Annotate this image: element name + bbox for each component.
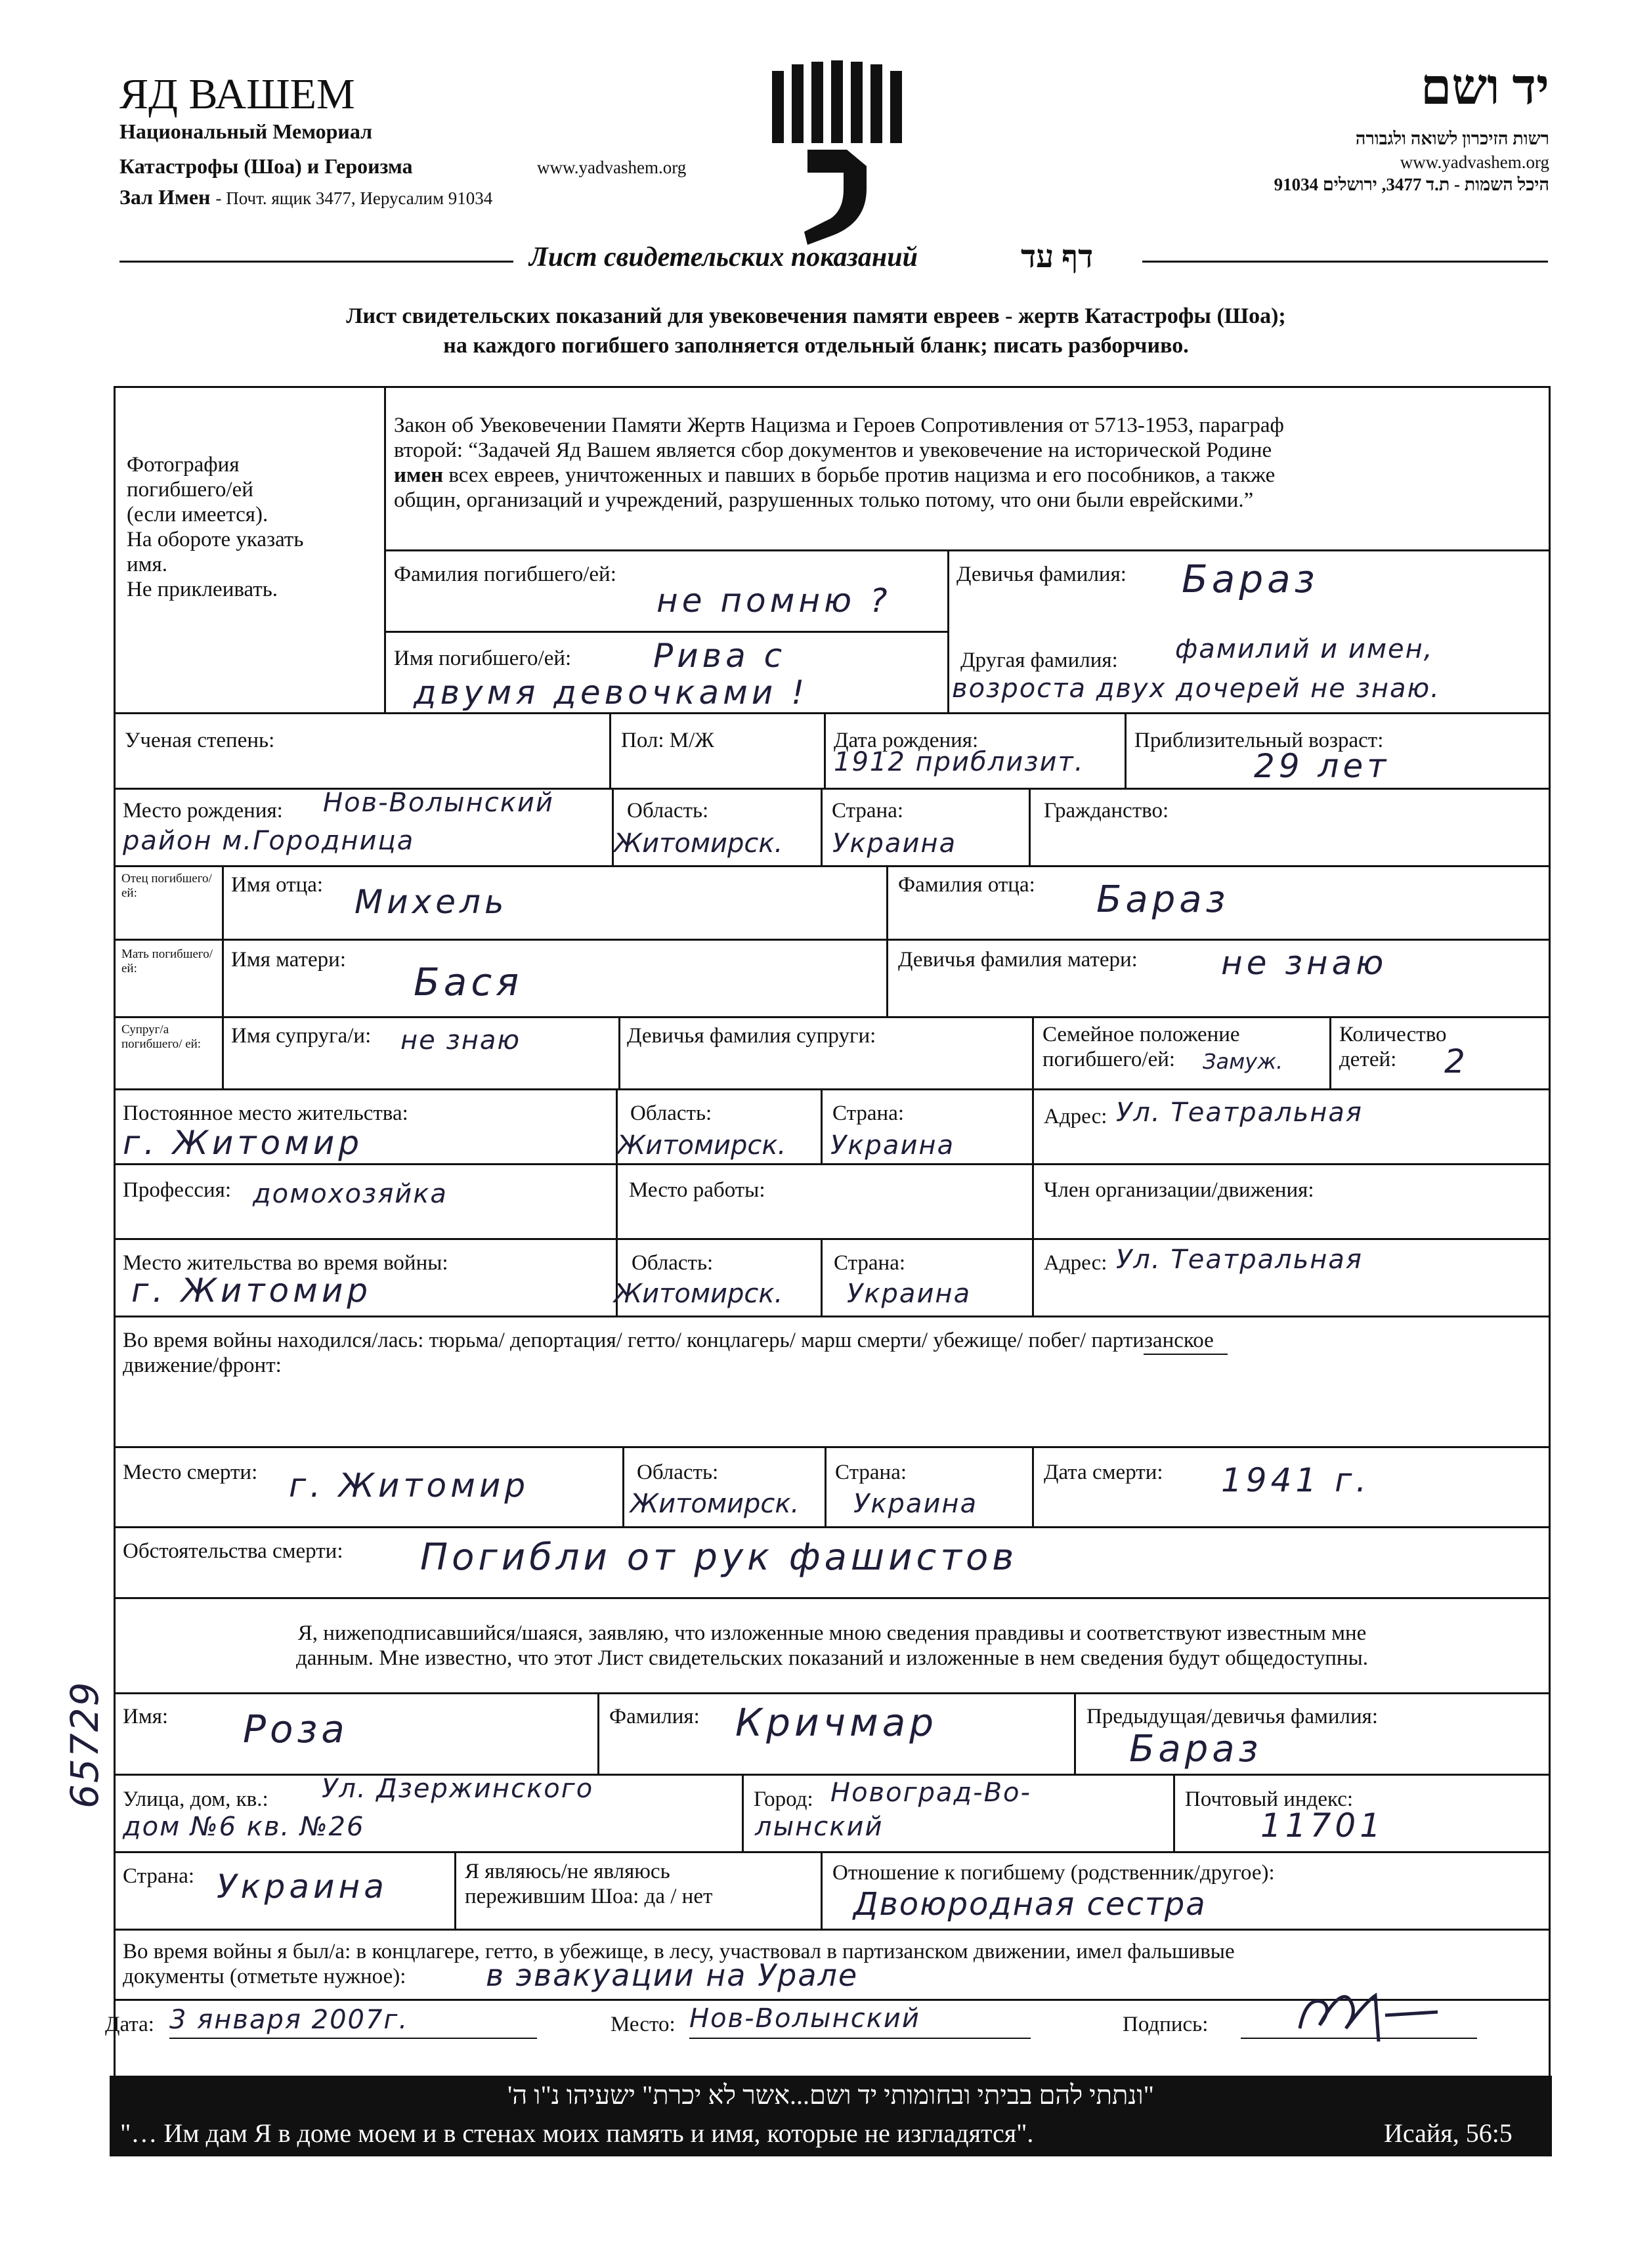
children-label (1339, 1023, 1447, 1073)
law-line: Закон об Увековечении Памяти Жертв Нацизма и Героев Сопротивления от 5713-1953, параграф (394, 414, 1284, 437)
mother-side-label: Мать погибшего/ ей: (121, 947, 213, 975)
witness-surname-value[interactable]: Кричмар (735, 1700, 938, 1745)
birth-country-label: Страна: (832, 799, 904, 823)
death-circ-label: Обстоятельства смерти: (123, 1539, 343, 1563)
mother-maiden-label: Девичья фамилия матери: (898, 948, 1138, 972)
hebrew-website: www.yadvashem.org (1400, 152, 1549, 172)
victim-surname-label: Фамилия погибшего/ей: (394, 563, 616, 586)
birth-country-value[interactable]: Украина (832, 828, 957, 859)
age-label: Приблизительный возраст: (1134, 729, 1384, 752)
spouse-name-value[interactable]: не знаю (400, 1025, 521, 1056)
dob-label: Дата рождения: (834, 729, 979, 752)
photo-box-text (127, 453, 303, 603)
victim-maiden-label: Девичья фамилия: (956, 563, 1127, 586)
photo-line: На обороте указать (127, 527, 304, 551)
dob-value[interactable]: 1912 приблизит. (834, 747, 1084, 777)
witness-street-value1[interactable]: Ул. Дзержинского (322, 1774, 594, 1804)
residence-country-label: Страна: (832, 1102, 905, 1125)
witness-name-label: Имя: (123, 1705, 169, 1728)
witness-war-line: документы (отметьте нужное): (123, 1964, 406, 1988)
witness-street-value2[interactable]: дом №6 кв. №26 (123, 1812, 365, 1842)
signature-scribble (1287, 1976, 1484, 2048)
birthplace-label: Место рождения: (123, 799, 283, 823)
war-residence-value[interactable]: г. Житомир (131, 1272, 372, 1310)
hall-label: Зал Имен (119, 185, 211, 209)
footer-place-value[interactable]: Нов-Волынский (689, 2003, 920, 2034)
death-region-value[interactable]: Житомирск. (630, 1489, 800, 1519)
victim-first-value1[interactable]: Рива с (653, 637, 786, 675)
subtitle-2: на каждого погибшего заполняется отдельный бланк; писать разборчиво. (443, 333, 1189, 358)
mother-name-value[interactable]: Бася (414, 960, 523, 1004)
residence-region-label: Область: (630, 1102, 712, 1125)
death-country-value[interactable]: Украина (853, 1489, 978, 1519)
witness-maiden-label: Предыдущая/девичья фамилия: (1086, 1705, 1379, 1728)
victim-maiden-value[interactable]: Бараз (1182, 557, 1319, 601)
quote-russian: "… Им дам Я в доме моем и в стенах моих память и имя, которые не изгладятся". (120, 2118, 1034, 2148)
witness-city-label: Город: (754, 1787, 813, 1811)
war-country-value[interactable]: Украина (847, 1279, 972, 1309)
footer-date-value[interactable]: 3 января 2007г. (169, 2005, 409, 2035)
workplace-label: Место работы: (629, 1178, 765, 1202)
victim-first-value2[interactable]: двумя девочками ! (414, 674, 809, 712)
residence-country-value[interactable]: Украина (830, 1130, 955, 1161)
death-circ-value[interactable]: Погибли от рук фашистов (420, 1536, 1018, 1579)
family-status-label-line: Семейное положение (1042, 1023, 1240, 1046)
form-title: Лист свидетельских показаний (529, 242, 918, 272)
victim-other-value1[interactable]: фамилий и имен, (1175, 634, 1434, 664)
residence-value[interactable]: г. Житомир (123, 1124, 364, 1162)
spouse-name-label: Имя супруга/и: (231, 1024, 372, 1048)
org-line2: Катастрофы (Шоа) и Героизма (119, 154, 413, 178)
residence-region-value[interactable]: Житомирск. (617, 1130, 786, 1161)
children-label-line: Количество (1339, 1023, 1447, 1046)
war-status-line: Во время войны находился/лась: тюрьма/ депортация/ гетто/ концлагерь/ марш смерти/ убежище/ побег/ партизанское (123, 1329, 1214, 1352)
hall-address: - Почт. ящик 3477, Иерусалим 91034 (215, 188, 493, 208)
birth-region-value[interactable]: Житомирск. (614, 828, 783, 859)
law-bold-word: имен (394, 463, 444, 487)
survivor-label-line: Я являюсь/не являюсь (465, 1860, 670, 1883)
hebrew-address: היכל השמות - ת.ד 3477, ירושלים 91034 (1274, 175, 1549, 194)
photo-line: имя. (127, 552, 167, 576)
war-address-label: Адрес: (1044, 1251, 1107, 1275)
margin-number: 65729 (62, 1680, 107, 1808)
witness-city-value1[interactable]: Новоград-Во- (830, 1778, 1031, 1808)
form-title-hebrew: דף עד (1021, 240, 1094, 274)
sex-label: Пол: М/Ж (621, 729, 714, 752)
quote-reference: Исайя, 56:5 (1384, 2118, 1513, 2148)
hebrew-name: יד ושם (1420, 60, 1549, 115)
war-residence-label: Место жительства во время войны: (123, 1251, 448, 1275)
relation-value[interactable]: Двоюродная сестра (853, 1886, 1207, 1923)
war-region-label: Область: (632, 1251, 714, 1275)
witness-zip-value[interactable]: 11701 (1260, 1807, 1385, 1845)
children-value[interactable]: 2 (1444, 1042, 1469, 1081)
mother-name-label: Имя матери: (231, 948, 346, 972)
witness-war-value[interactable]: в эвакуации на Урале (486, 1958, 859, 1993)
victim-other-value2[interactable]: возроста двух дочерей не знаю. (952, 674, 1440, 704)
witness-maiden-value[interactable]: Бараз (1129, 1728, 1262, 1770)
profession-value[interactable]: домохозяйка (253, 1179, 448, 1209)
citizenship-label: Гражданство: (1044, 799, 1169, 823)
spouse-side-label: Супруг/а погибшего/ ей: (121, 1023, 202, 1051)
family-status-label-line: погибшего/ей: (1042, 1047, 1176, 1071)
witness-surname-label: Фамилия: (609, 1705, 700, 1728)
victim-other-label: Другая фамилия: (960, 649, 1118, 672)
victim-surname-value[interactable]: не помню ? (656, 582, 891, 620)
death-date-label: Дата смерти: (1044, 1461, 1163, 1484)
father-surname-label: Фамилия отца: (898, 873, 1035, 897)
survivor-label-line: пережившим Шоа: да / нет (465, 1884, 713, 1908)
declaration-line: Я, нижеподписавшийся/шаяся, заявляю, что изложенные мною сведения правдивы и соответствуют известным мне (297, 1621, 1367, 1645)
war-country-label: Страна: (834, 1251, 906, 1275)
death-country-label: Страна: (835, 1461, 907, 1484)
declaration-text (114, 1621, 1551, 1671)
father-name-label: Имя отца: (231, 873, 324, 897)
relation-label: Отношение к погибшему (родственник/другое): (832, 1861, 1275, 1885)
law-line: второй: “Задачей Яд Вашем является сбор документов и увековечение на исторической Родине (394, 438, 1272, 462)
death-place-label: Место смерти: (123, 1461, 258, 1484)
yad-vashem-logo (768, 58, 913, 248)
war-address-value[interactable]: Ул. Театральная (1116, 1245, 1363, 1275)
witness-zip-label: Почтовый индекс: (1185, 1787, 1354, 1811)
law-line (394, 463, 1543, 488)
hall-line (119, 185, 492, 209)
father-side-label: Отец погибшего/ ей: (121, 872, 212, 900)
law-line-rest: всех евреев, уничтоженных и павших в борьбе против нацизма и его пособников, а также (448, 463, 1276, 487)
witness-city-value2[interactable]: лынский (755, 1812, 884, 1842)
profession-label: Профессия: (123, 1178, 231, 1202)
war-status-line: движение/фронт: (123, 1353, 282, 1377)
photo-line: погибшего/ей (127, 477, 253, 502)
mother-maiden-value[interactable]: не знаю (1221, 944, 1388, 982)
residence-address-label: Адрес: (1044, 1105, 1107, 1128)
law-text (394, 414, 1543, 513)
signature-label: Подпись: (1123, 2013, 1209, 2036)
degree-label: Ученая степень: (125, 729, 275, 752)
survivor-label (465, 1860, 712, 1910)
residence-address-value[interactable]: Ул. Театральная (1116, 1098, 1363, 1128)
photo-line: Фотография (127, 453, 240, 477)
witness-street-label: Улица, дом, кв.: (123, 1787, 268, 1811)
father-name-value[interactable]: Михель (354, 883, 508, 921)
hebrew-line1: רשות הזיכרון לשואה ולגבורה (1355, 129, 1549, 148)
birthplace-value1[interactable]: Нов-Волынский (323, 788, 554, 818)
law-line: общин, организаций и учреждений, разрушенных только потому, что они были еврейскими.” (394, 488, 1254, 512)
age-value[interactable]: 29 лет (1254, 747, 1390, 785)
death-date-value[interactable]: 1941 г. (1221, 1461, 1371, 1499)
photo-line: Не приклеивать. (127, 577, 278, 601)
war-region-value[interactable]: Житомирск. (614, 1279, 783, 1309)
footer-date-label: Дата: (105, 2013, 154, 2036)
residence-label: Постоянное место жительства: (123, 1102, 408, 1125)
footer-place-label: Место: (611, 2013, 676, 2036)
org-line1: Национальный Мемориал (119, 119, 373, 143)
war-status-text (123, 1329, 1214, 1379)
witness-country-value[interactable]: Украина (217, 1868, 388, 1906)
org-name: ЯД ВАШЕМ (119, 70, 355, 118)
witness-name-value[interactable]: Роза (243, 1707, 349, 1751)
witness-war-line: Во время войны я был/а: в концлагере, гетто, в убежище, в лесу, участвовал в партизанском движении, имел фальшивые (123, 1940, 1235, 1963)
father-surname-value[interactable]: Бараз (1096, 878, 1230, 921)
family-status-value[interactable]: Замуж. (1203, 1049, 1283, 1074)
children-label-line: детей: (1339, 1047, 1397, 1071)
death-region-label: Область: (637, 1461, 719, 1484)
website: www.yadvashem.org (537, 158, 687, 177)
birth-region-label: Область: (627, 799, 709, 823)
subtitle-1: Лист свидетельских показаний для увековечения памяти евреев - жертв Катастрофы (Шоа); (346, 304, 1286, 328)
witness-country-label: Страна: (123, 1864, 195, 1888)
death-place-value[interactable]: г. Житомир (289, 1466, 530, 1505)
member-label: Член организации/движения: (1044, 1178, 1314, 1202)
victim-first-label: Имя погибшего/ей: (394, 647, 572, 670)
quote-hebrew: "ונתתי להם בביתי ובחומותי יד ושם...אשר לא יכרת" ישעיהו נ"ו ה' (507, 2080, 1154, 2110)
photo-line: (если имеется). (127, 502, 268, 526)
spouse-maiden-label: Девичья фамилия супруги: (627, 1024, 876, 1048)
margin-number-holder (62, 1677, 108, 1808)
declaration-line: данным. Мне известно, что этот Лист свидетельских показаний и изложенные в нем сведения будут общедоступны. (295, 1646, 1368, 1670)
birthplace-value2[interactable]: район м.Городница (123, 826, 415, 856)
